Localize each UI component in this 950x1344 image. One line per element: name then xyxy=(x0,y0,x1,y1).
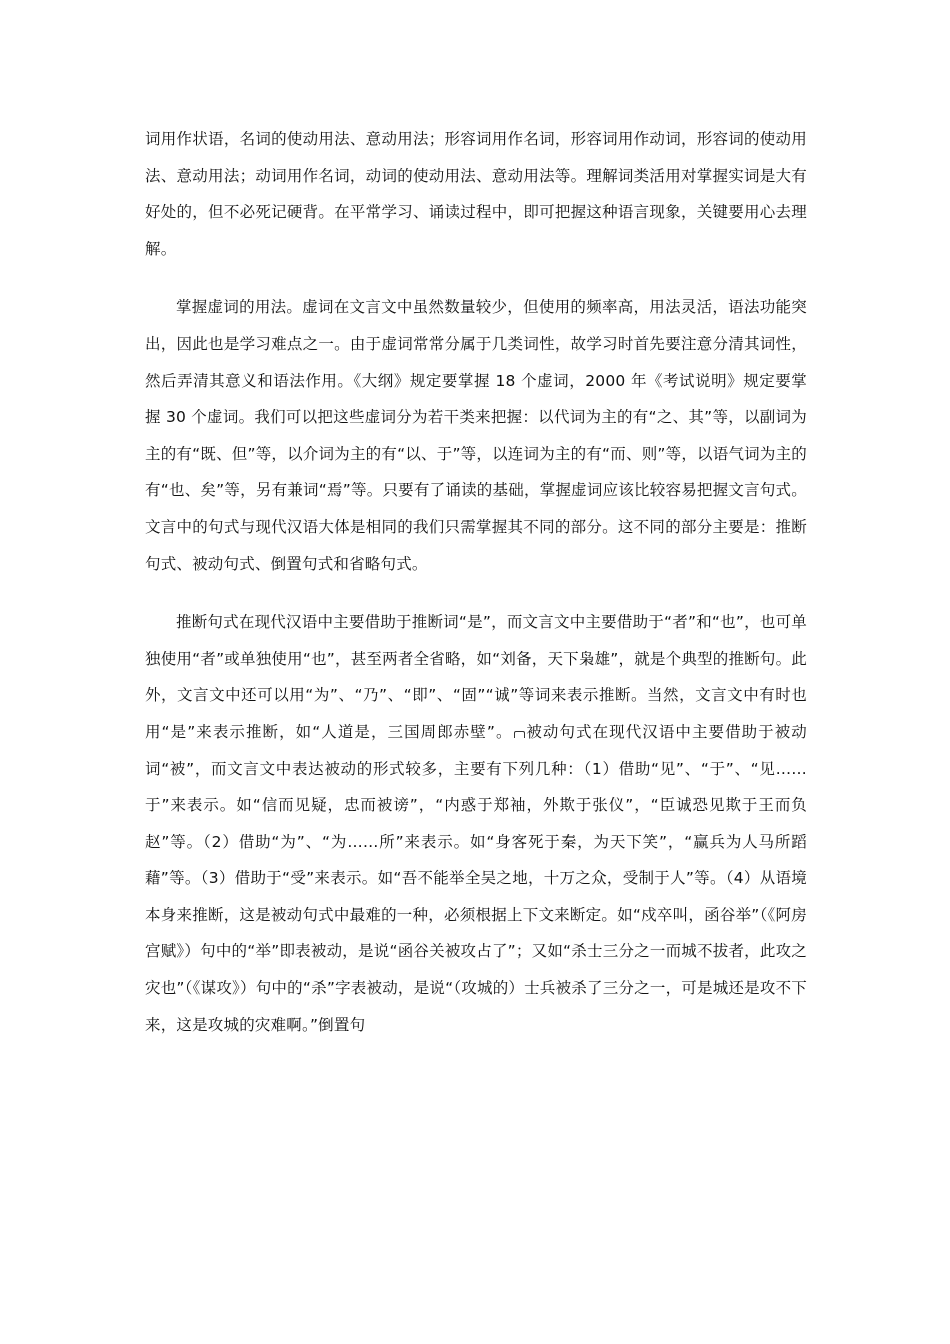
paragraph-word-class-usage: 词用作状语，名词的使动用法、意动用法；形容词用作名词，形容词用作动词，形容词的使动用法、意动用法；动词用作名词，动词的使动用法、意动用法等。理解词类活用对掌握实词是大有好处的，但不必死记硬背。在平常学习、诵读过程中，即可把握这种语言现象，关键要用心去理解。 xyxy=(145,130,807,258)
paragraph-function-words: 掌握虚词的用法。虚词在文言文中虽然数量较少，但使用的频率高，用法灵活，语法功能突出，因此也是学习难点之一。由于虚词常常分属于几类词性，故学习时首先要注意分清其词性，然后弄清其意义和语法作用。《大纲》规定要掌握 18 个虚词，2000 年《考试说明》规定要掌握 30 个虚词。我们可以把这些虚词分为若干类来把握：以代词为主的有“之、其”等，以副词为主的有“既、但”等，以介词为主的有“以、于”等，以连词为主的有“而、则”等，以语气词为主的有“也、矣”等，另有兼词“焉”等。只要有了诵读的基础，掌握虚词应该比较容易把握文言句式。文言中的句式与现代汉语大体是相同的我们只需掌握其不同的部分。这不同的部分主要是：推断句式、被动句式、倒置句式和省略句式。 xyxy=(145,298,807,573)
editor-mark-icon xyxy=(514,731,525,738)
document-body xyxy=(145,121,807,1043)
paragraph-passive-sentences: 被动句式在现代汉语中主要借助于被动词“被”，而文言文中表达被动的形式较多，主要有下列几种：（1）借助“见”、“于”、“见……于”来表示。如“信而见疑，忠而被谤”，“内惑于郑袖，外欺于张仪”，“臣诚恐见欺于王而负赵”等。（2）借助“为”、“为……所”来表示。如“身客死于秦，为天下笑”，“赢兵为人马所蹈藉”等。（3）借助于“受”来表示。如“吾不能举全吴之地，十万之众，受制于人”等。（4）从语境本身来推断，这是被动句式中最难的一种，必须根据上下文来断定。如“戍卒叫，函谷举”（《阿房宫赋》）句中的“举”即表被动，是说“函谷关被攻占了”；又如“杀士三分之一而城不拔者，此攻之灾也”（《谋攻》）句中的“杀”字表被动，是说“（攻城的）士兵被杀了三分之一，可是城还是攻不下来，这是攻城的灾难啊。”倒置句 xyxy=(145,722,808,1034)
paragraph-judgment-sentences: 推断句式在现代汉语中主要借助于推断词“是”，而文言文中主要借助于“者”和“也”，也可单独使用“者”或单独使用“也”，甚至两者全省略，如“刘备，天下枭雄”，就是个典型的推断句。此外，文言文中还可以用“为”、“乃”、“即”、“固”“诚”等词来表示推断。当然，文言文中有时也用“是”来表示推断，如“人道是，三国周郎赤壁”。 xyxy=(145,613,807,741)
paragraph-sentence-patterns xyxy=(145,604,807,1043)
